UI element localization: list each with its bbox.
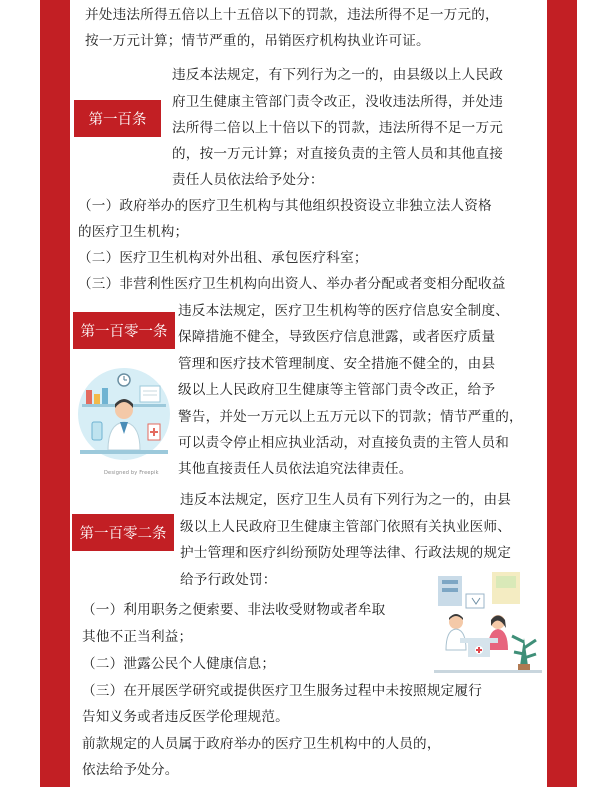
article-100-label: 第一百条 [74, 100, 161, 137]
consultation-illustration [432, 566, 544, 676]
text-line: 警告，并处一万元以上五万元以下的罚款；情节严重的， [178, 409, 523, 425]
text-line: 给予行政处罚： [180, 572, 277, 588]
illustration-credit: Designed by Freepik [104, 470, 159, 476]
text-line: 依法给予处分。 [82, 762, 179, 778]
text-line: 并处违法所得五倍以上十五倍以下的罚款，违法所得不足一万元的， [85, 7, 499, 23]
list-item: （二）泄露公民个人健康信息； [82, 656, 276, 672]
text-line: 护士管理和医疗纠纷预防处理等法律、行政法规的规定 [180, 545, 512, 561]
text-line: 级以上人民政府卫生健康主管部门依照有关执业医师、 [180, 519, 512, 535]
list-item: （三）非营利性医疗卫生机构向出资人、举办者分配或者变相分配收益 [78, 276, 506, 292]
text-line: 按一万元计算；情节严重的，吊销医疗机构执业许可证。 [85, 33, 430, 49]
text-line: 可以责令停止相应执业活动，对直接负责的主管人员和 [178, 435, 510, 451]
left-red-border [40, 0, 70, 787]
text-line: 级以上人民政府卫生健康等主管部门责令改正，给予 [178, 382, 496, 398]
text-line: 前款规定的人员属于政府举办的医疗卫生机构中的人员的， [82, 736, 441, 752]
article-101-label: 第一百零一条 [73, 312, 175, 349]
text-line: 违反本法规定，医疗卫生人员有下列行为之一的，由县 [180, 492, 512, 508]
article-102-label: 第一百零二条 [72, 514, 174, 551]
text-line: 府卫生健康主管部门责令改正，没收违法所得，并处违 [172, 94, 504, 110]
text-line: 管理和医疗技术管理制度、安全措施不健全的，由县 [178, 356, 496, 372]
list-item: （一）利用职务之便索要、非法收受财物或者牟取 [82, 602, 386, 618]
text-line: 违反本法规定，医疗卫生机构等的医疗信息安全制度、 [178, 303, 510, 319]
doctor-lab-illustration [72, 364, 176, 468]
list-item: 其他不正当利益； [82, 629, 193, 645]
right-red-border [547, 0, 577, 787]
text-line: 保障措施不健全，导致医疗信息泄露，或者医疗质量 [178, 329, 496, 345]
text-line: 的，按一万元计算；对直接负责的主管人员和其他直接 [172, 146, 504, 162]
list-item: （二）医疗卫生机构对外出租、承包医疗科室； [78, 250, 368, 266]
list-item: 告知义务或者违反医学伦理规范。 [82, 709, 289, 725]
list-item: （三）在开展医学研究或提供医疗卫生服务过程中未按照规定履行 [82, 683, 483, 699]
text-line: 责任人员依法给予处分： [172, 172, 324, 188]
list-item: 的医疗卫生机构； [78, 224, 189, 240]
text-line: 违反本法规定，有下列行为之一的，由县级以上人民政 [172, 67, 504, 83]
text-line: 法所得二倍以上十倍以下的罚款，违法所得不足一万元 [172, 120, 504, 136]
text-line: 其他直接责任人员依法追究法律责任。 [178, 461, 413, 477]
list-item: （一）政府举办的医疗卫生机构与其他组织投资设立非独立法人资格 [78, 198, 492, 214]
